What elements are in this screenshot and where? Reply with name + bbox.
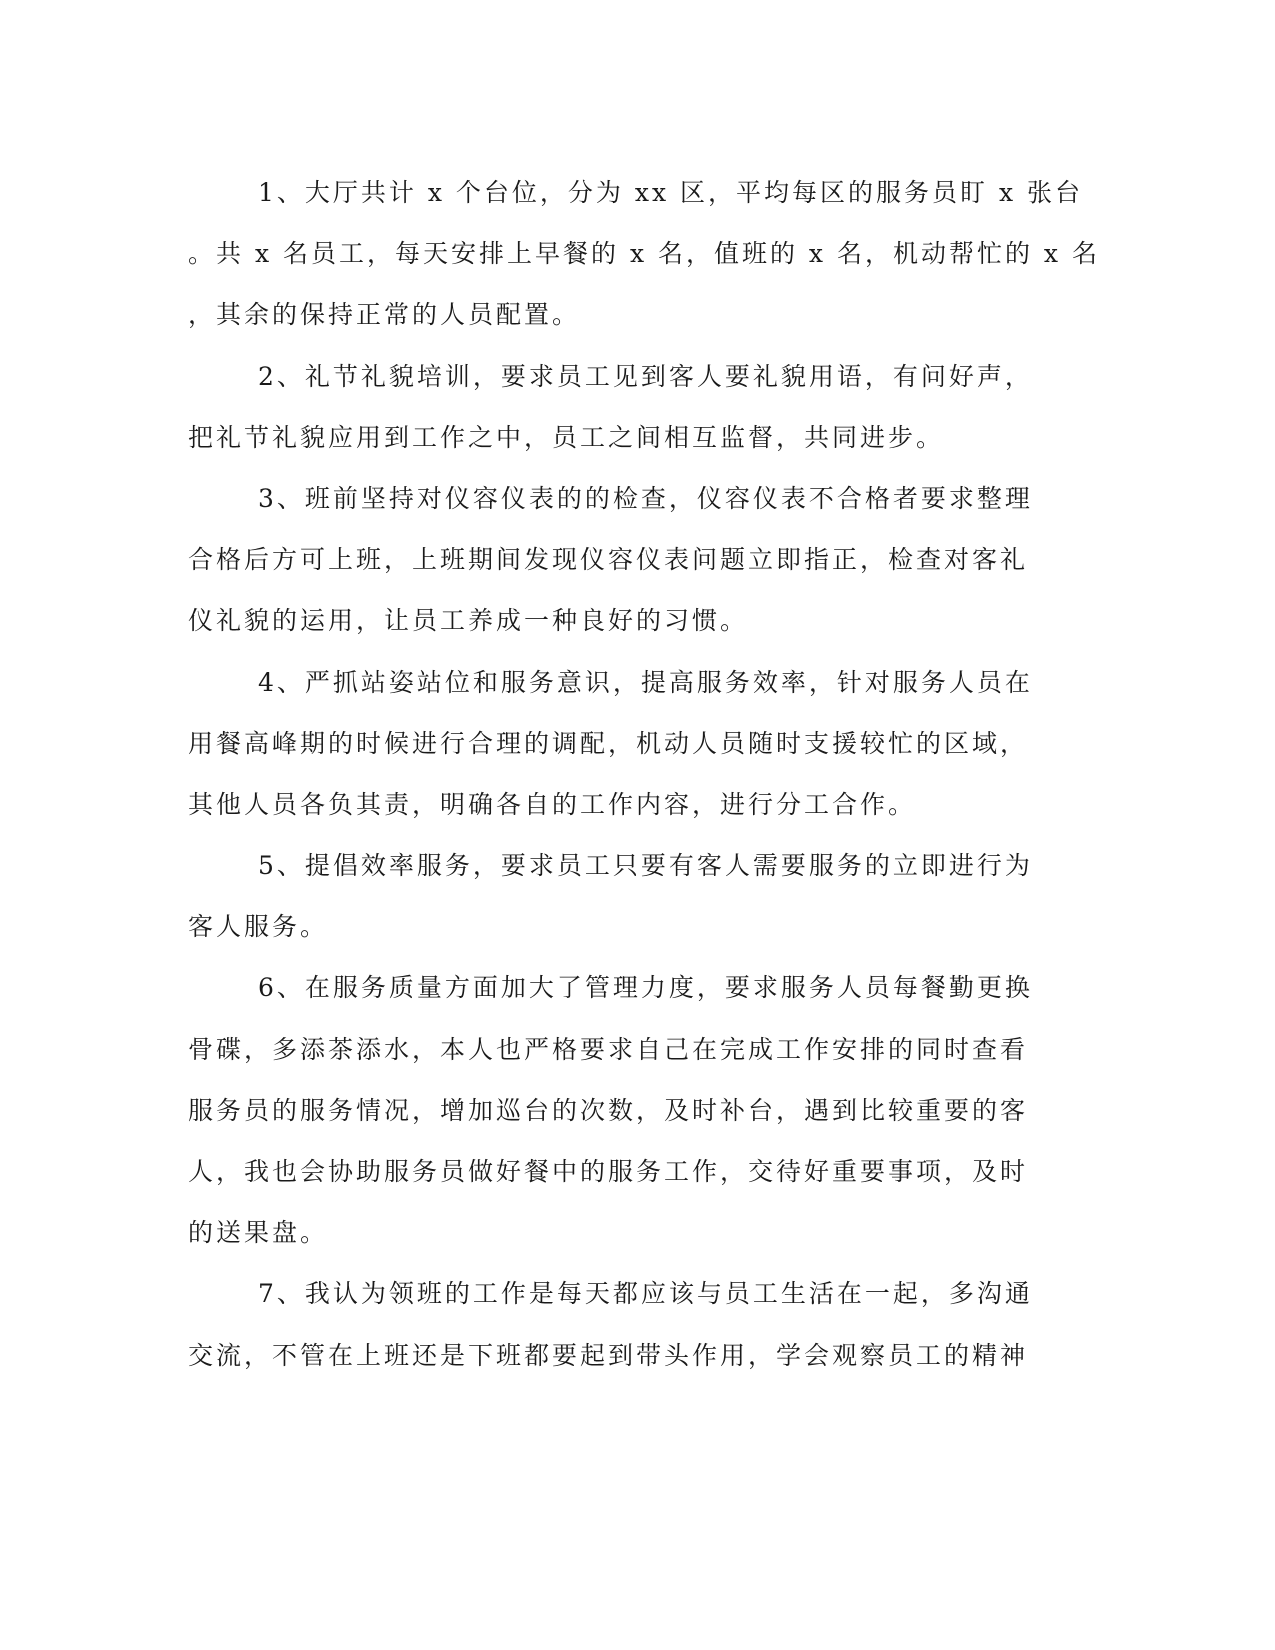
text-line: 7、我认为领班的工作是每天都应该与员工生活在一起，多沟通 [258,1279,1033,1309]
text-line: 把礼节礼貌应用到工作之中，员工之间相互监督，共同进步。 [188,422,945,452]
text-line: 用餐高峰期的时候进行合理的调配，机动人员随时支援较忙的区域， [188,728,1029,758]
text-line: 的送果盘。 [188,1218,329,1248]
text-line: 仪礼貌的运用，让员工养成一种良好的习惯。 [188,606,749,636]
text-line: 5、提倡效率服务，要求员工只要有客人需要服务的立即进行为 [258,851,1033,881]
text-line: 。共 x 名员工，每天安排上早餐的 x 名，值班的 x 名，机动帮忙的 x 名 [188,239,1100,269]
text-line: 客人服务。 [188,912,329,942]
text-line: 交流，不管在上班还是下班都要起到带头作用，学会观察员工的精神 [188,1340,1029,1370]
text-line: 合格后方可上班，上班期间发现仪容仪表问题立即指正，检查对客礼 [188,545,1029,575]
text-line: 人，我也会协助服务员做好餐中的服务工作，交待好重要事项，及时 [188,1157,1029,1186]
text-line: 其他人员各负其责，明确各自的工作内容，进行分工合作。 [188,789,917,819]
document-body [188,162,1100,1386]
text-line: 3、班前坚持对仪容仪表的的检查，仪容仪表不合格者要求整理 [258,483,1033,513]
text-line: 2、礼节礼貌培训，要求员工见到客人要礼貌用语，有问好声， [258,361,1033,391]
text-line: 4、严抓站姿站位和服务意识，提高服务效率，针对服务人员在 [258,667,1033,697]
text-line: 服务员的服务情况，增加巡台的次数，及时补台，遇到比较重要的客 [188,1095,1029,1125]
text-line: 骨碟，多添茶添水，本人也严格要求自己在完成工作安排的同时查看 [188,1034,1029,1064]
text-line: 6、在服务质量方面加大了管理力度，要求服务人员每餐勤更换 [258,973,1033,1003]
text-line: ，其余的保持正常的人员配置。 [188,300,581,330]
text-line: 1、大厅共计 x 个台位，分为 xx 区，平均每区的服务员盯 x 张台 [258,178,1083,207]
